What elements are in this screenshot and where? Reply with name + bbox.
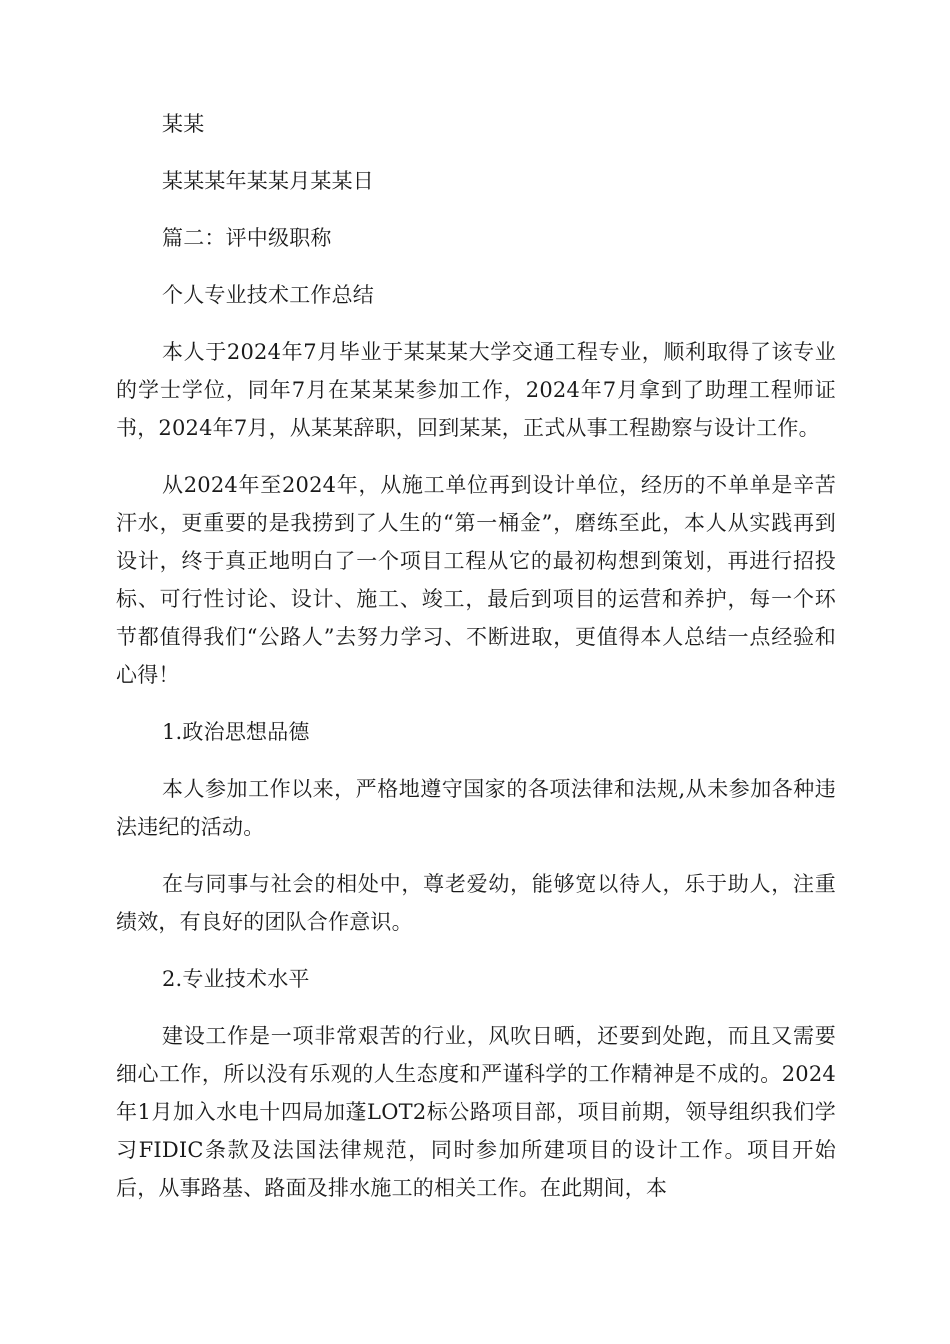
section-heading: 篇二：评中级职称 <box>162 226 332 250</box>
paragraph-technical: 建设工作是一项非常艰苦的行业，风吹日晒，还要到处跑，而且又需要细心工作，所以没有乐观的人生态度和严谨科学的工作精神是不成的。2024年1月加入水电十四局加蓬LOT2标公路项目部，项目前期，领导组织我们学习FIDIC条款及法国法律规范，同时参加所建项目的设计工作。项目开始后，从事路基、路面及排水施工的相关工作。在此期间，本 <box>116 1024 836 1200</box>
signature-name: 某某 <box>162 112 205 136</box>
subheading-technical: 2.专业技术水平 <box>162 967 310 991</box>
paragraph-teamwork: 在与同事与社会的相处中，尊老爱幼，能够宽以待人，乐于助人，注重绩效，有良好的团队合作意识。 <box>116 872 836 934</box>
paragraph-experience: 从2024年至2024年，从施工单位再到设计单位，经历的不单单是辛苦汗水，更重要的是我捞到了人生的“第一桶金”，磨练至此，本人从实践再到设计，终于真正地明白了一个项目工程从它的最初构想到策划，再进行招投标、可行性讨论、设计、施工、竣工，最后到项目的运营和养护，每一个环节都值得我们“公路人”去努力学习、不断进取，更值得本人总结一点经验和心得！ <box>116 473 836 687</box>
document-title: 个人专业技术工作总结 <box>162 283 374 307</box>
signature-date: 某某某年某某月某某日 <box>162 169 374 193</box>
subheading-political: 1.政治思想品德 <box>162 720 310 744</box>
paragraph-background: 本人于2024年7月毕业于某某某大学交通工程专业，顺利取得了该专业的学士学位，同年7月在某某某参加工作，2024年7月拿到了助理工程师证书，2024年7月，从某某辞职，回到某某，正式从事工程勘察与设计工作。 <box>116 340 836 440</box>
paragraph-law: 本人参加工作以来，严格地遵守国家的各项法律和法规,从未参加各种违法违纪的活动。 <box>116 777 836 839</box>
document-body <box>116 105 836 1226</box>
